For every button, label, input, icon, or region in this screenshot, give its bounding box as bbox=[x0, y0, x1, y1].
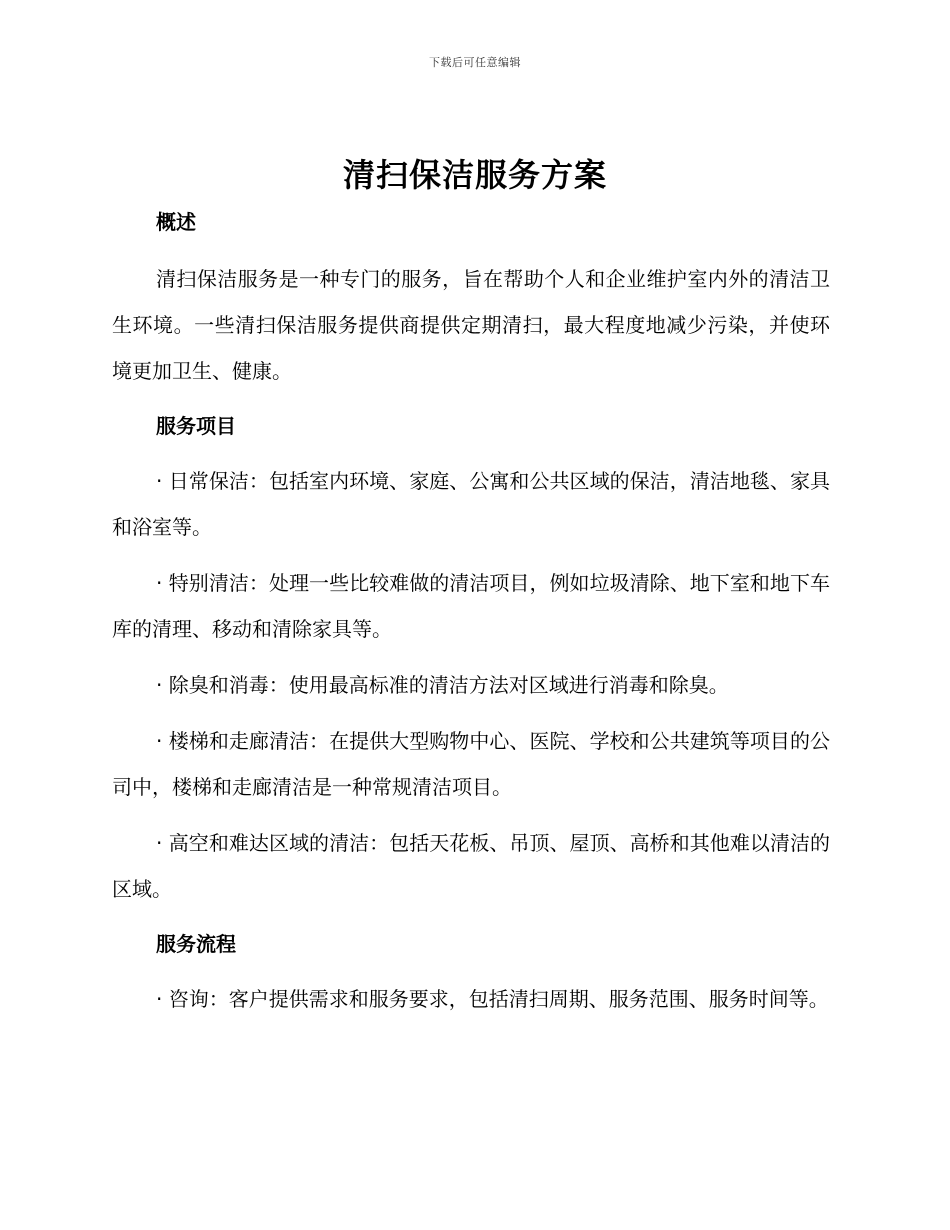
spacer bbox=[112, 550, 830, 560]
section-heading-overview: 概述 bbox=[156, 210, 196, 234]
service-item-deodorize: · 除臭和消毒：使用最高标准的清洁方法对区域进行消毒和除臭。 bbox=[156, 673, 729, 697]
process-item-consult: · 咨询：客户提供需求和服务要求，包括清扫周期、服务范围、服务时间等。 bbox=[156, 987, 829, 1011]
spacer bbox=[112, 708, 830, 718]
spacer bbox=[112, 448, 830, 458]
section-heading-process: 服务流程 bbox=[156, 932, 236, 956]
service-item-high-altitude: · 高空和难达区域的清洁：包括天花板、吊顶、屋顶、高桥和其他难以清洁的区域。 bbox=[112, 831, 830, 901]
spacer bbox=[112, 394, 830, 404]
service-item-special: · 特别清洁：处理一些比较难做的清洁项目，例如垃圾清除、地下室和地下车库的清理、移动和清除家具等。 bbox=[112, 571, 830, 641]
header-note: 下载后可任意编辑 bbox=[429, 56, 521, 69]
spacer bbox=[112, 912, 830, 922]
service-item-daily: · 日常保洁：包括室内环境、家庭、公寓和公共区域的保洁，清洁地毯、家具和浴室等。 bbox=[112, 469, 830, 539]
spacer bbox=[112, 244, 830, 256]
overview-paragraph: 清扫保洁服务是一种专门的服务，旨在帮助个人和企业维护室内外的清洁卫生环境。一些清扫保洁服务提供商提供定期清扫，最大程度地减少污染，并使环境更加卫生、健康。 bbox=[112, 267, 830, 383]
spacer bbox=[112, 966, 830, 976]
service-item-stairs: · 楼梯和走廊清洁：在提供大型购物中心、医院、学校和公共建筑等项目的公司中，楼梯和走廊清洁是一种常规清洁项目。 bbox=[112, 729, 830, 799]
document-title: 清扫保洁服务方案 bbox=[342, 156, 607, 194]
section-heading-services: 服务项目 bbox=[156, 414, 236, 438]
document-body bbox=[112, 200, 830, 1022]
spacer bbox=[112, 652, 830, 662]
spacer bbox=[112, 810, 830, 820]
